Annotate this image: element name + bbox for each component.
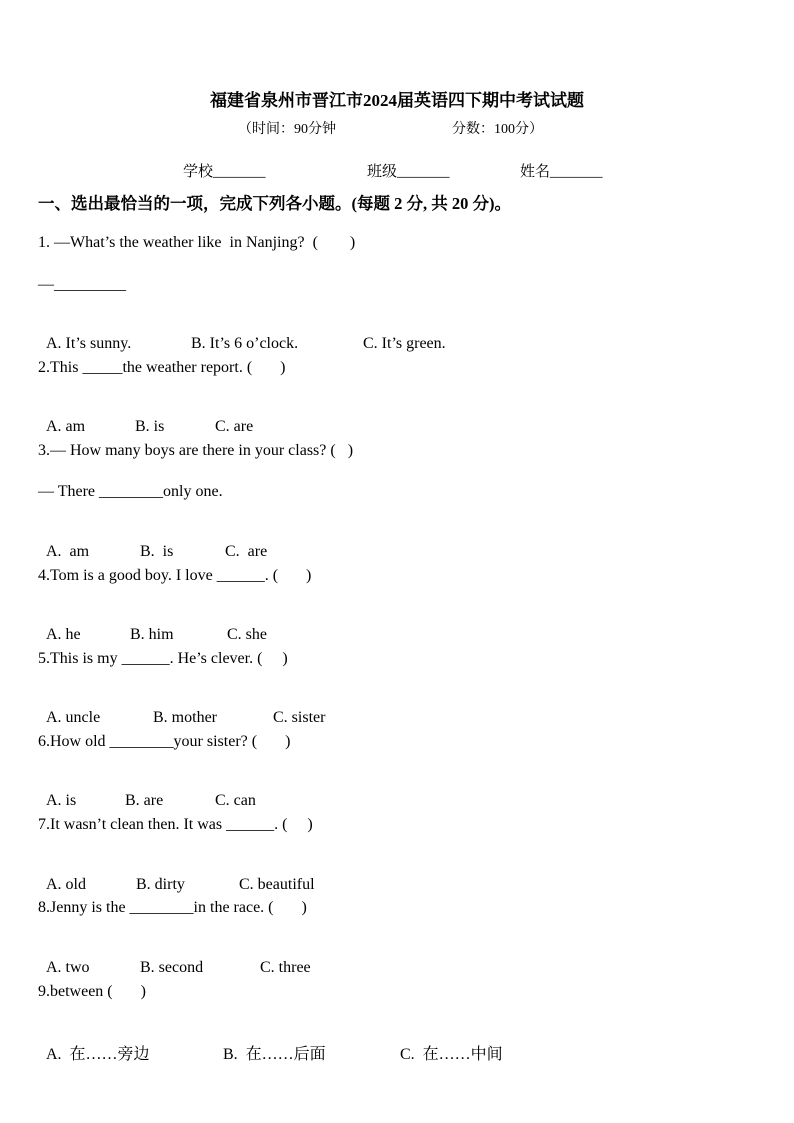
option-a[interactable]: A. is [46, 792, 77, 809]
question-2-options [38, 400, 253, 436]
exam-title: 福建省泉州市晋江市2024届英语四下期中考试试题 [210, 91, 584, 110]
question-7-options [38, 858, 315, 894]
option-b[interactable]: B. mother [153, 709, 217, 726]
exam-score: 分数：100分） [452, 122, 543, 137]
question-2-stem: 2.This _____the weather report. ( ) [38, 359, 286, 376]
option-c[interactable]: C. beautiful [239, 876, 315, 893]
question-1-answer-line: —_________ [38, 276, 126, 293]
option-a[interactable]: A. uncle [46, 709, 101, 726]
option-a[interactable]: A. old [46, 876, 86, 893]
question-3-options [38, 525, 267, 561]
question-5-options [38, 691, 325, 727]
question-9-options [38, 1023, 503, 1064]
option-b[interactable]: B. dirty [136, 876, 185, 893]
option-c[interactable]: C. sister [273, 709, 326, 726]
name-field: 姓名_______ [520, 164, 603, 180]
option-b[interactable]: B. 在……后面 [223, 1046, 326, 1063]
option-c[interactable]: C. are [225, 543, 268, 560]
question-4-stem: 4.Tom is a good boy. I love ______. ( ) [38, 567, 312, 584]
option-b[interactable]: B. second [140, 959, 204, 976]
question-7-stem: 7.It wasn’t clean then. It was ______. ( ) [38, 816, 313, 833]
option-b[interactable]: B. is [140, 543, 174, 560]
question-9-stem: 9.between ( ) [38, 983, 146, 1000]
class-field: 班级_______ [367, 164, 450, 180]
option-b[interactable]: B. him [130, 626, 174, 643]
exam-time: （时间：90分钟 [238, 122, 336, 137]
option-b[interactable]: B. It’s 6 o’clock. [191, 335, 299, 352]
option-a[interactable]: A. he [46, 626, 81, 643]
question-4-options [38, 608, 267, 644]
question-3-answer-line: — There ________only one. [38, 483, 223, 500]
question-6-stem: 6.How old ________your sister? ( ) [38, 733, 291, 750]
question-8-options [38, 941, 311, 977]
option-a[interactable]: A. It’s sunny. [46, 335, 132, 352]
question-3-stem: 3.— How many boys are there in your class? ( ) [38, 442, 354, 459]
option-a[interactable]: A. 在……旁边 [46, 1046, 150, 1063]
option-c[interactable]: C. three [260, 959, 311, 976]
option-b[interactable]: B. are [125, 792, 164, 809]
option-c[interactable]: C. she [227, 626, 267, 643]
option-c[interactable]: C. are [215, 418, 254, 435]
option-c[interactable]: C. It’s green. [363, 335, 446, 352]
question-1-options [38, 317, 446, 353]
option-b[interactable]: B. is [135, 418, 165, 435]
option-c[interactable]: C. 在……中间 [400, 1046, 503, 1063]
question-8-stem: 8.Jenny is the ________in the race. ( ) [38, 899, 307, 916]
question-1-stem: 1. —What’s the weather like in Nanjing? ( ) [38, 234, 356, 251]
option-c[interactable]: C. can [215, 792, 256, 809]
school-field: 学校_______ [183, 164, 266, 180]
option-a[interactable]: A. am [46, 418, 86, 435]
question-5-stem: 5.This is my ______. He’s clever. ( ) [38, 650, 288, 667]
option-a[interactable]: A. two [46, 959, 90, 976]
option-a[interactable]: A. am [46, 543, 90, 560]
section-heading: 一、选出最恰当的一项，完成下列各小题。(每题 2 分, 共 20 分)。 [38, 194, 511, 213]
question-6-options [38, 774, 256, 810]
